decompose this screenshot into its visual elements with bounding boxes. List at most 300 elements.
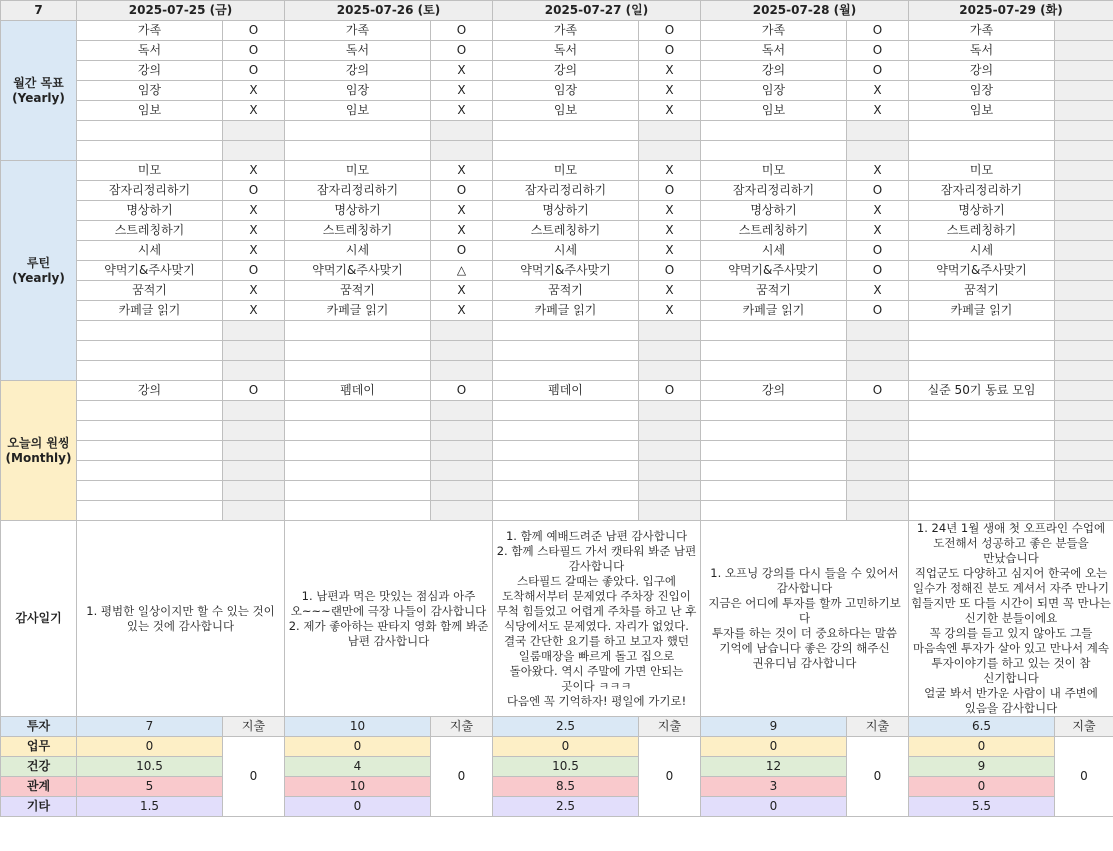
onething-mark[interactable]: O xyxy=(847,381,909,401)
goal-mark[interactable]: O xyxy=(847,41,909,61)
routine-label[interactable] xyxy=(909,321,1055,341)
goal-mark[interactable]: O xyxy=(847,21,909,41)
routine-mark[interactable]: X xyxy=(639,201,701,221)
goal-label[interactable] xyxy=(701,121,847,141)
expense-value[interactable]: 0 xyxy=(1055,737,1113,817)
onething-item[interactable] xyxy=(909,421,1055,441)
routine-label[interactable] xyxy=(909,361,1055,381)
routine-label[interactable] xyxy=(701,321,847,341)
goal-mark[interactable]: X xyxy=(431,101,493,121)
stat-value-work[interactable]: 0 xyxy=(493,737,639,757)
goal-label[interactable] xyxy=(285,121,431,141)
routine-label[interactable]: 시세 xyxy=(77,241,223,261)
routine-label[interactable]: 스트레칭하기 xyxy=(701,221,847,241)
onething-item[interactable] xyxy=(493,421,639,441)
routine-label[interactable] xyxy=(77,321,223,341)
onething-mark[interactable] xyxy=(847,401,909,421)
routine-label[interactable]: 명상하기 xyxy=(701,201,847,221)
routine-mark[interactable] xyxy=(1055,241,1113,261)
routine-label[interactable]: 약먹기&주사맞기 xyxy=(285,261,431,281)
routine-mark[interactable] xyxy=(639,321,701,341)
onething-item[interactable] xyxy=(493,501,639,521)
onething-mark[interactable] xyxy=(431,401,493,421)
goal-mark[interactable] xyxy=(1055,81,1113,101)
routine-label[interactable]: 시세 xyxy=(493,241,639,261)
goal-mark[interactable] xyxy=(639,141,701,161)
routine-mark[interactable] xyxy=(431,321,493,341)
onething-mark[interactable] xyxy=(431,501,493,521)
routine-mark[interactable]: O xyxy=(847,181,909,201)
routine-mark[interactable]: O xyxy=(431,241,493,261)
goal-label[interactable] xyxy=(701,141,847,161)
goal-label[interactable]: 임보 xyxy=(909,101,1055,121)
journal-entry[interactable] xyxy=(285,521,493,717)
routine-label[interactable]: 명상하기 xyxy=(77,201,223,221)
onething-item[interactable] xyxy=(285,481,431,501)
goal-label[interactable] xyxy=(285,141,431,161)
routine-label[interactable]: 꿈적기 xyxy=(285,281,431,301)
routine-mark[interactable]: X xyxy=(847,201,909,221)
onething-item[interactable] xyxy=(909,401,1055,421)
onething-item[interactable]: 펨데이 xyxy=(285,381,431,401)
onething-mark[interactable] xyxy=(223,401,285,421)
goal-mark[interactable]: O xyxy=(223,41,285,61)
routine-label[interactable]: 약먹기&주사맞기 xyxy=(701,261,847,281)
routine-mark[interactable]: X xyxy=(639,301,701,321)
expense-value[interactable]: 0 xyxy=(431,737,493,817)
onething-item[interactable] xyxy=(285,501,431,521)
goal-label[interactable]: 가족 xyxy=(909,21,1055,41)
date-header[interactable]: 2025-07-29 (화) xyxy=(909,1,1113,21)
routine-mark[interactable]: O xyxy=(223,181,285,201)
goal-label[interactable]: 독서 xyxy=(285,41,431,61)
onething-mark[interactable] xyxy=(431,461,493,481)
onething-mark[interactable] xyxy=(639,461,701,481)
routine-mark[interactable]: X xyxy=(223,221,285,241)
onething-mark[interactable] xyxy=(223,481,285,501)
goal-mark[interactable] xyxy=(223,121,285,141)
onething-item[interactable] xyxy=(701,501,847,521)
expense-value[interactable]: 0 xyxy=(223,737,285,817)
goal-label[interactable]: 강의 xyxy=(285,61,431,81)
onething-item[interactable] xyxy=(77,401,223,421)
goal-label[interactable] xyxy=(493,121,639,141)
onething-mark[interactable] xyxy=(639,501,701,521)
onething-item[interactable] xyxy=(77,481,223,501)
goal-row xyxy=(1,121,1113,141)
goal-mark[interactable]: O xyxy=(847,61,909,81)
routine-label[interactable] xyxy=(493,361,639,381)
stat-value-work[interactable]: 0 xyxy=(77,737,223,757)
routine-label[interactable] xyxy=(909,341,1055,361)
stat-value-work[interactable]: 0 xyxy=(909,737,1055,757)
routine-mark[interactable] xyxy=(639,361,701,381)
routine-mark[interactable] xyxy=(1055,261,1113,281)
goal-mark[interactable] xyxy=(1055,21,1113,41)
onething-mark[interactable] xyxy=(223,421,285,441)
goal-mark[interactable] xyxy=(639,121,701,141)
journal-entry[interactable] xyxy=(701,521,909,717)
routine-mark[interactable] xyxy=(223,361,285,381)
stat-value-etc[interactable]: 0 xyxy=(285,797,431,817)
goal-label[interactable]: 독서 xyxy=(701,41,847,61)
routine-label[interactable]: 카페글 읽기 xyxy=(701,301,847,321)
routine-mark[interactable] xyxy=(223,341,285,361)
onething-mark[interactable] xyxy=(431,421,493,441)
journal-entry[interactable] xyxy=(77,521,285,717)
goal-label[interactable]: 임장 xyxy=(701,81,847,101)
goal-label[interactable]: 독서 xyxy=(493,41,639,61)
onething-item[interactable] xyxy=(493,481,639,501)
routine-mark[interactable] xyxy=(1055,161,1113,181)
stat-value-relation[interactable]: 5 xyxy=(77,777,223,797)
routine-mark[interactable]: O xyxy=(223,261,285,281)
routine-mark[interactable]: O xyxy=(639,181,701,201)
routine-label[interactable]: 약먹기&주사맞기 xyxy=(909,261,1055,281)
onething-mark[interactable] xyxy=(223,501,285,521)
routine-label[interactable]: 스트레칭하기 xyxy=(909,221,1055,241)
routine-label[interactable] xyxy=(285,361,431,381)
goal-label[interactable]: 독서 xyxy=(77,41,223,61)
goal-label[interactable]: 임장 xyxy=(493,81,639,101)
routine-mark[interactable]: O xyxy=(639,261,701,281)
corner-cell[interactable]: 7 xyxy=(1,1,77,21)
onething-mark[interactable]: O xyxy=(223,381,285,401)
routine-mark[interactable]: X xyxy=(639,221,701,241)
routine-mark[interactable]: △ xyxy=(431,261,493,281)
routine-label[interactable]: 시세 xyxy=(701,241,847,261)
routine-label[interactable]: 미모 xyxy=(493,161,639,181)
stat-value-invest[interactable]: 10 xyxy=(285,717,431,737)
routine-label[interactable]: 카페글 읽기 xyxy=(909,301,1055,321)
routine-label[interactable]: 꿈적기 xyxy=(701,281,847,301)
routine-label[interactable]: 미모 xyxy=(909,161,1055,181)
routine-label[interactable] xyxy=(285,321,431,341)
routine-label[interactable]: 약먹기&주사맞기 xyxy=(77,261,223,281)
stat-value-etc[interactable]: 1.5 xyxy=(77,797,223,817)
stat-value-relation[interactable]: 0 xyxy=(909,777,1055,797)
onething-item[interactable]: 펨데이 xyxy=(493,381,639,401)
goal-mark[interactable]: X xyxy=(847,81,909,101)
routine-label[interactable]: 시세 xyxy=(909,241,1055,261)
goal-mark[interactable] xyxy=(1055,41,1113,61)
routine-mark[interactable] xyxy=(1055,221,1113,241)
goal-mark[interactable] xyxy=(223,141,285,161)
expense-value[interactable]: 0 xyxy=(847,737,909,817)
routine-mark[interactable]: X xyxy=(223,161,285,181)
routine-row xyxy=(1,201,1113,221)
stat-value-work[interactable]: 0 xyxy=(701,737,847,757)
onething-item[interactable] xyxy=(77,421,223,441)
goal-label[interactable] xyxy=(909,121,1055,141)
goal-label[interactable]: 임보 xyxy=(285,101,431,121)
stat-value-etc[interactable]: 5.5 xyxy=(909,797,1055,817)
goal-row xyxy=(1,141,1113,161)
stat-value-etc[interactable]: 2.5 xyxy=(493,797,639,817)
routine-label[interactable]: 카페글 읽기 xyxy=(77,301,223,321)
goal-mark[interactable]: O xyxy=(639,41,701,61)
goal-label[interactable]: 임장 xyxy=(909,81,1055,101)
onething-item[interactable] xyxy=(909,481,1055,501)
goal-mark[interactable] xyxy=(847,121,909,141)
goal-label[interactable]: 임보 xyxy=(701,101,847,121)
routine-mark[interactable]: X xyxy=(223,201,285,221)
routine-label[interactable] xyxy=(701,341,847,361)
routine-mark[interactable] xyxy=(431,341,493,361)
routine-mark[interactable]: X xyxy=(847,281,909,301)
onething-mark[interactable] xyxy=(639,421,701,441)
routine-label[interactable]: 명상하기 xyxy=(909,201,1055,221)
journal-text: 1. 24년 1월 생애 첫 오프라인 수업에 도전해서 성공하고 좋은 분들을 만났습니다 직업군도 다양하고 심지어 한국에 오는 일수가 정해진 분도 계셔서 자주 만나기 힘들지만 또 다들 시간이 되면 꼭 만나는 신기한 분들이에요 꼭 강의를 듣고 있지 않아도 그들 마음속엔 투자가 살아 있고 만나서 계속 투자이야기를 하고 있는 것이 참 신기합니다 얼굴 봐서 반가운 사람이 내 주변에 있음을 감사합니다 xyxy=(911,521,1111,715)
goal-label[interactable]: 가족 xyxy=(77,21,223,41)
goal-mark[interactable]: X xyxy=(431,81,493,101)
onething-mark[interactable] xyxy=(847,461,909,481)
goal-mark[interactable] xyxy=(431,121,493,141)
routine-label[interactable]: 스트레칭하기 xyxy=(285,221,431,241)
routine-mark[interactable] xyxy=(847,361,909,381)
routine-label[interactable]: 잠자리정리하기 xyxy=(493,181,639,201)
goal-label[interactable] xyxy=(77,141,223,161)
goal-mark[interactable]: O xyxy=(431,21,493,41)
onething-mark[interactable] xyxy=(1055,381,1113,401)
onething-item[interactable] xyxy=(701,441,847,461)
routine-mark[interactable]: X xyxy=(847,221,909,241)
routine-label[interactable]: 꿈적기 xyxy=(493,281,639,301)
stat-value-invest[interactable]: 6.5 xyxy=(909,717,1055,737)
stat-value-health[interactable]: 10.5 xyxy=(493,757,639,777)
goal-mark[interactable] xyxy=(847,141,909,161)
onething-mark[interactable] xyxy=(847,481,909,501)
goal-label[interactable]: 임장 xyxy=(77,81,223,101)
onething-item[interactable] xyxy=(285,421,431,441)
goal-row xyxy=(1,61,1113,81)
stat-value-etc[interactable]: 0 xyxy=(701,797,847,817)
stat-value-relation[interactable]: 3 xyxy=(701,777,847,797)
onething-item[interactable] xyxy=(493,461,639,481)
goal-mark[interactable]: X xyxy=(639,81,701,101)
date-header[interactable]: 2025-07-27 (일) xyxy=(493,1,701,21)
stat-row-work xyxy=(1,737,1113,757)
routine-label[interactable]: 미모 xyxy=(285,161,431,181)
routine-mark[interactable]: X xyxy=(223,301,285,321)
goal-label[interactable]: 강의 xyxy=(909,61,1055,81)
onething-mark[interactable] xyxy=(639,441,701,461)
routine-mark[interactable]: O xyxy=(847,261,909,281)
goal-label[interactable]: 가족 xyxy=(285,21,431,41)
routine-label[interactable]: 잠자리정리하기 xyxy=(701,181,847,201)
goal-mark[interactable]: O xyxy=(431,41,493,61)
routine-mark[interactable]: X xyxy=(431,301,493,321)
onething-mark[interactable] xyxy=(1055,461,1113,481)
onething-item[interactable] xyxy=(701,401,847,421)
routine-mark[interactable] xyxy=(431,361,493,381)
routine-mark[interactable]: X xyxy=(431,281,493,301)
goal-mark[interactable]: O xyxy=(223,61,285,81)
routine-label[interactable]: 명상하기 xyxy=(285,201,431,221)
onething-item[interactable] xyxy=(701,421,847,441)
onething-item[interactable] xyxy=(285,441,431,461)
onething-mark[interactable]: O xyxy=(639,381,701,401)
onething-mark[interactable] xyxy=(431,441,493,461)
routine-mark[interactable] xyxy=(1055,201,1113,221)
onething-item[interactable]: 강의 xyxy=(77,381,223,401)
goal-mark[interactable] xyxy=(1055,121,1113,141)
routine-mark[interactable] xyxy=(847,341,909,361)
routine-label[interactable] xyxy=(77,361,223,381)
goal-label[interactable]: 임보 xyxy=(493,101,639,121)
goal-mark[interactable] xyxy=(431,141,493,161)
stat-value-invest[interactable]: 2.5 xyxy=(493,717,639,737)
routine-mark[interactable] xyxy=(1055,281,1113,301)
date-header[interactable]: 2025-07-28 (월) xyxy=(701,1,909,21)
goal-label[interactable]: 가족 xyxy=(701,21,847,41)
goal-label[interactable] xyxy=(909,141,1055,161)
routine-label[interactable]: 카페글 읽기 xyxy=(493,301,639,321)
routine-label[interactable]: 잠자리정리하기 xyxy=(77,181,223,201)
stat-value-health[interactable]: 10.5 xyxy=(77,757,223,777)
routine-label[interactable]: 명상하기 xyxy=(493,201,639,221)
routine-mark[interactable]: X xyxy=(847,161,909,181)
journal-text: 1. 오프닝 강의를 다시 들을 수 있어서 감사합니다 지금은 어디에 투자를 할까 고민하기보다 투자를 하는 것이 더 중요하다는 말씀 기억에 남습니다 좋은 강의 해주신 권유디님 감사합니다 xyxy=(708,566,901,670)
goal-mark[interactable]: X xyxy=(639,101,701,121)
onething-mark[interactable] xyxy=(639,481,701,501)
routine-label[interactable]: 약먹기&주사맞기 xyxy=(493,261,639,281)
goal-label[interactable]: 강의 xyxy=(77,61,223,81)
onething-item[interactable] xyxy=(701,481,847,501)
stat-label-health: 건강 xyxy=(1,757,77,777)
routine-mark[interactable] xyxy=(1055,321,1113,341)
stat-value-invest[interactable]: 7 xyxy=(77,717,223,737)
stat-value-health[interactable]: 4 xyxy=(285,757,431,777)
onething-mark[interactable] xyxy=(1055,481,1113,501)
onething-mark[interactable] xyxy=(1055,441,1113,461)
date-header[interactable]: 2025-07-25 (금) xyxy=(77,1,285,21)
goal-mark[interactable] xyxy=(1055,61,1113,81)
journal-entry[interactable] xyxy=(493,521,701,717)
routine-label[interactable] xyxy=(77,341,223,361)
stat-value-health[interactable]: 12 xyxy=(701,757,847,777)
onething-mark[interactable] xyxy=(639,401,701,421)
routine-mark[interactable]: O xyxy=(847,301,909,321)
onething-mark[interactable]: O xyxy=(431,381,493,401)
goal-mark[interactable]: O xyxy=(223,21,285,41)
stat-value-work[interactable]: 0 xyxy=(285,737,431,757)
onething-item[interactable] xyxy=(77,501,223,521)
routine-label[interactable]: 꿈적기 xyxy=(909,281,1055,301)
routine-mark[interactable]: X xyxy=(639,281,701,301)
onething-row xyxy=(1,421,1113,441)
onething-item[interactable] xyxy=(909,501,1055,521)
onething-item[interactable] xyxy=(493,441,639,461)
routine-mark[interactable] xyxy=(1055,301,1113,321)
routine-label[interactable]: 미모 xyxy=(77,161,223,181)
onething-mark[interactable] xyxy=(847,501,909,521)
onething-item[interactable] xyxy=(77,441,223,461)
routine-mark[interactable]: X xyxy=(431,201,493,221)
stat-value-relation[interactable]: 10 xyxy=(285,777,431,797)
routine-label[interactable]: 잠자리정리하기 xyxy=(285,181,431,201)
routine-label[interactable] xyxy=(701,361,847,381)
routine-mark[interactable]: X xyxy=(431,221,493,241)
routine-mark[interactable]: O xyxy=(431,181,493,201)
routine-mark[interactable]: X xyxy=(223,281,285,301)
routine-mark[interactable]: X xyxy=(431,161,493,181)
routine-mark[interactable]: O xyxy=(847,241,909,261)
onething-item[interactable] xyxy=(909,461,1055,481)
goal-mark[interactable] xyxy=(1055,141,1113,161)
goal-label[interactable]: 가족 xyxy=(493,21,639,41)
onething-item[interactable] xyxy=(285,401,431,421)
onething-mark[interactable] xyxy=(847,441,909,461)
routine-label[interactable]: 꿈적기 xyxy=(77,281,223,301)
routine-label[interactable]: 미모 xyxy=(701,161,847,181)
goal-label[interactable] xyxy=(77,121,223,141)
goal-mark[interactable]: X xyxy=(847,101,909,121)
goal-label[interactable]: 독서 xyxy=(909,41,1055,61)
routine-label[interactable]: 잠자리정리하기 xyxy=(909,181,1055,201)
goal-label[interactable] xyxy=(493,141,639,161)
routine-mark[interactable]: X xyxy=(223,241,285,261)
onething-item[interactable]: 강의 xyxy=(701,381,847,401)
routine-label[interactable]: 카페글 읽기 xyxy=(285,301,431,321)
routine-mark[interactable]: X xyxy=(639,241,701,261)
routine-label[interactable] xyxy=(493,321,639,341)
onething-item[interactable] xyxy=(909,441,1055,461)
routine-label[interactable]: 스트레칭하기 xyxy=(493,221,639,241)
routine-mark[interactable] xyxy=(639,341,701,361)
expense-value[interactable]: 0 xyxy=(639,737,701,817)
onething-item[interactable]: 실준 50기 동료 모임 xyxy=(909,381,1055,401)
stat-value-health[interactable]: 9 xyxy=(909,757,1055,777)
goal-mark[interactable]: X xyxy=(639,61,701,81)
onething-item[interactable] xyxy=(701,461,847,481)
routine-mark[interactable] xyxy=(1055,361,1113,381)
onething-mark[interactable] xyxy=(223,461,285,481)
stat-value-relation[interactable]: 8.5 xyxy=(493,777,639,797)
date-header[interactable]: 2025-07-26 (토) xyxy=(285,1,493,21)
stat-value-invest[interactable]: 9 xyxy=(701,717,847,737)
onething-mark[interactable] xyxy=(1055,401,1113,421)
goal-mark[interactable]: X xyxy=(223,101,285,121)
onething-item[interactable] xyxy=(77,461,223,481)
routine-mark[interactable] xyxy=(223,321,285,341)
goal-mark[interactable]: X xyxy=(431,61,493,81)
goal-mark[interactable]: X xyxy=(223,81,285,101)
onething-mark[interactable] xyxy=(431,481,493,501)
onething-mark[interactable] xyxy=(1055,501,1113,521)
routine-label[interactable] xyxy=(493,341,639,361)
routine-label[interactable]: 시세 xyxy=(285,241,431,261)
routine-label[interactable] xyxy=(285,341,431,361)
journal-entry[interactable] xyxy=(909,521,1113,717)
onething-mark[interactable] xyxy=(847,421,909,441)
onething-mark[interactable] xyxy=(1055,421,1113,441)
routine-mark[interactable] xyxy=(1055,181,1113,201)
goal-mark[interactable]: O xyxy=(639,21,701,41)
goal-label[interactable]: 임보 xyxy=(77,101,223,121)
routine-label[interactable]: 스트레칭하기 xyxy=(77,221,223,241)
onething-item[interactable] xyxy=(285,461,431,481)
routine-mark[interactable]: X xyxy=(639,161,701,181)
routine-mark[interactable] xyxy=(847,321,909,341)
onething-mark[interactable] xyxy=(223,441,285,461)
goal-mark[interactable] xyxy=(1055,101,1113,121)
goal-label[interactable]: 강의 xyxy=(493,61,639,81)
routine-mark[interactable] xyxy=(1055,341,1113,361)
goal-label[interactable]: 강의 xyxy=(701,61,847,81)
goal-label[interactable]: 임장 xyxy=(285,81,431,101)
onething-item[interactable] xyxy=(493,401,639,421)
